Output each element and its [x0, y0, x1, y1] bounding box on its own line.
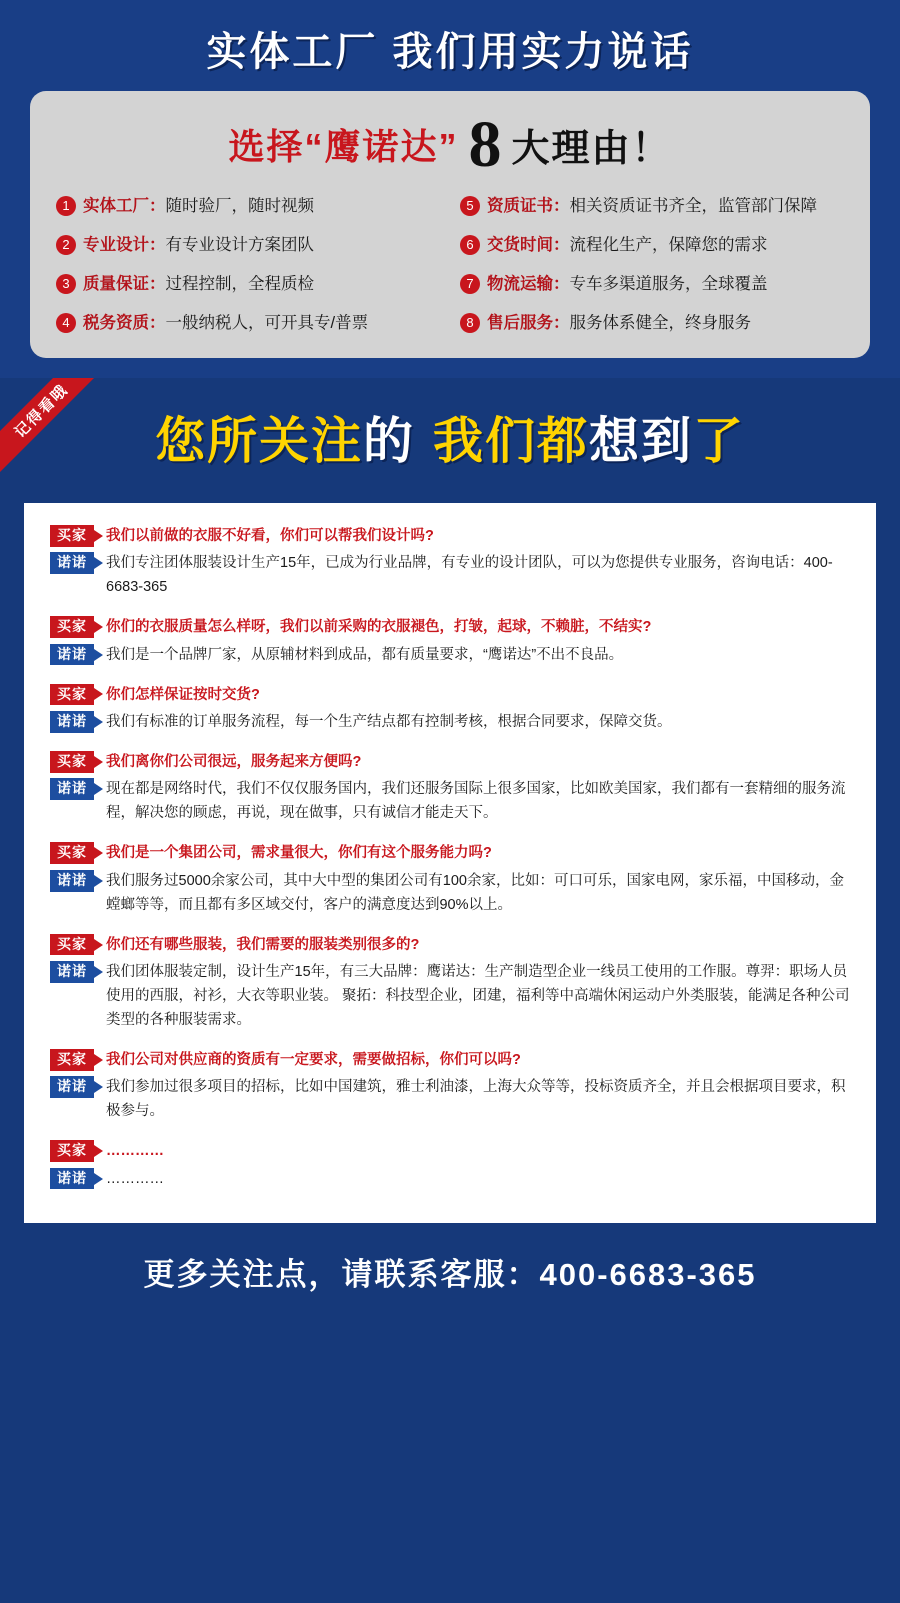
reason-title: 税务资质：	[83, 314, 166, 333]
reason-number: 6	[460, 235, 480, 255]
reason-item	[56, 270, 440, 295]
buyer-tag: 买家	[50, 751, 94, 773]
reason-desc: 流程化生产，保障您的需求	[569, 236, 768, 255]
faq-question-line	[50, 934, 850, 956]
faq-answer-line	[50, 644, 850, 668]
faq-question-line	[50, 1049, 850, 1071]
faq-card	[24, 503, 876, 1223]
faq-answer-line	[50, 961, 850, 1033]
middle-title-part-2: 的	[363, 413, 415, 470]
faq-answer-line	[50, 552, 850, 600]
reason-item	[56, 231, 440, 256]
faq-item	[50, 684, 850, 735]
reasons-heading-number: 8	[468, 108, 502, 181]
faq-item	[50, 934, 850, 1033]
faq-question: 我们以前做的衣服不好看，你们可以帮我们设计吗?	[106, 527, 434, 544]
faq-answer-line	[50, 778, 850, 826]
buyer-tag: 买家	[50, 842, 94, 864]
reason-title: 质量保证：	[83, 275, 166, 294]
faq-item	[50, 1049, 850, 1124]
reason-number: 1	[56, 196, 76, 216]
reason-desc: 一般纳税人，可开具专/普票	[165, 314, 369, 333]
middle-title-part-5: 了	[693, 413, 745, 470]
rep-tag: 诺诺	[50, 644, 94, 666]
faq-question-line	[50, 684, 850, 706]
faq-answer: 现在都是网络时代，我们不仅仅服务国内，我们还服务国际上很多国家，比如欧美国家，我们都有一套精细的服务流程，解决您的顾虑，再说，现在做事，只有诚信才能走天下。	[106, 781, 846, 822]
reason-number: 8	[460, 313, 480, 333]
faq-item	[50, 525, 850, 600]
faq-answer: 我们有标准的订单服务流程，每一个生产结点都有控制考核，根据合同要求，保障交货。	[106, 714, 672, 731]
buyer-tag: 买家	[50, 934, 94, 956]
faq-answer-line	[50, 870, 850, 918]
faq-item	[50, 616, 850, 667]
reason-title: 物流运输：	[487, 275, 570, 294]
reason-title: 资质证书：	[487, 197, 570, 216]
reason-item	[460, 231, 844, 256]
faq-item	[50, 1140, 850, 1191]
faq-question: …………	[106, 1143, 164, 1160]
reason-desc: 专车多渠道服务，全球覆盖	[569, 275, 768, 294]
faq-answer: 我们服务过5000余家公司，其中大中型的集团公司有100余家，比如：可口可乐，国家电网，家乐福，中国移动，金螳螂等等，而且都有多区域交付，客户的满意度达到90%以上。	[106, 872, 844, 913]
reason-number: 5	[460, 196, 480, 216]
faq-answer: 我们团体服装定制，设计生产15年，有三大品牌：鹰诺达：生产制造型企业一线员工使用的工作服。尊羿：职场人员使用的西服，衬衫，大衣等职业装。 聚拓：科技型企业，团建，福利等中高端休闲运动户外类服装，能满足各种公司类型的各种服装需求。	[106, 964, 850, 1028]
faq-answer: …………	[106, 1170, 164, 1187]
footer-contact: 更多关注点，请联系客服：400-6683-365	[143, 1256, 757, 1292]
rep-tag: 诺诺	[50, 778, 94, 800]
reasons-heading	[56, 108, 844, 192]
faq-question-line	[50, 842, 850, 864]
reason-item	[56, 309, 440, 334]
reason-item	[460, 270, 844, 295]
faq-question: 你们的衣服质量怎么样呀，我们以前采购的衣服褪色，打皱，起球，不赖脏，不结实?	[106, 619, 652, 636]
rep-tag: 诺诺	[50, 1168, 94, 1190]
reason-desc: 随时验厂，随时视频	[165, 197, 314, 216]
faq-question-line	[50, 616, 850, 638]
reason-number: 4	[56, 313, 76, 333]
rep-tag: 诺诺	[50, 1076, 94, 1098]
faq-question: 我们离你们公司很远，服务起来方便吗?	[106, 753, 362, 770]
reasons-heading-black: 大理由！	[511, 128, 672, 171]
faq-question-line	[50, 1140, 850, 1162]
reason-number: 7	[460, 274, 480, 294]
reason-item	[460, 192, 844, 217]
reasons-box	[30, 91, 870, 358]
reason-title: 实体工厂：	[83, 197, 166, 216]
faq-answer: 我们参加过很多项目的招标，比如中国建筑，雅士利油漆，上海大众等等，投标资质齐全，并且会根据项目要求，积极参与。	[106, 1079, 846, 1120]
buyer-tag: 买家	[50, 1140, 94, 1162]
reason-number: 3	[56, 274, 76, 294]
middle-title-part-3: 我们都	[433, 413, 589, 470]
reason-desc: 相关资质证书齐全，监管部门保障	[569, 197, 817, 216]
corner-ribbon: 记得看哦	[0, 378, 104, 474]
faq-answer-line	[50, 1076, 850, 1124]
reason-desc: 有专业设计方案团队	[165, 236, 314, 255]
faq-answer-line	[50, 711, 850, 735]
faq-item	[50, 751, 850, 826]
buyer-tag: 买家	[50, 525, 94, 547]
reasons-grid	[56, 192, 844, 334]
reasons-heading-red: 选择“鹰诺达”	[228, 126, 459, 168]
reason-desc: 过程控制，全程质检	[165, 275, 314, 294]
faq-question: 我们是一个集团公司，需求量很大，你们有这个服务能力吗?	[106, 845, 492, 862]
reason-number: 2	[56, 235, 76, 255]
faq-question: 你们怎样保证按时交货?	[106, 686, 260, 703]
reason-desc: 服务体系健全，终身服务	[569, 314, 751, 333]
buyer-tag: 买家	[50, 1049, 94, 1071]
faq-answer: 我们是一个品牌厂家，从原辅材料到成品，都有质量要求，“鹰诺达”不出不良品。	[106, 646, 624, 663]
buyer-tag: 买家	[50, 684, 94, 706]
top-section	[0, 0, 900, 378]
faq-question-line	[50, 525, 850, 547]
rep-tag: 诺诺	[50, 961, 94, 983]
faq-answer: 我们专注团体服装设计生产15年，已成为行业品牌，有专业的设计团队，可以为您提供专业服务，咨询电话：400-6683-365	[106, 555, 833, 596]
rep-tag: 诺诺	[50, 711, 94, 733]
faq-answer-line	[50, 1168, 850, 1192]
reason-title: 售后服务：	[487, 314, 570, 333]
rep-tag: 诺诺	[50, 870, 94, 892]
faq-question: 你们还有哪些服装，我们需要的服装类别很多的?	[106, 936, 420, 953]
faq-question-line	[50, 751, 850, 773]
faq-item	[50, 842, 850, 917]
middle-title-part-1: 您所关注	[155, 413, 363, 470]
buyer-tag: 买家	[50, 616, 94, 638]
reason-title: 交货时间：	[487, 236, 570, 255]
middle-title	[0, 400, 900, 487]
middle-title-part-4: 想到	[589, 413, 693, 470]
reason-title: 专业设计：	[83, 236, 166, 255]
rep-tag: 诺诺	[50, 552, 94, 574]
reason-item	[56, 192, 440, 217]
middle-banner	[0, 378, 900, 495]
faq-question: 我们公司对供应商的资质有一定要求，需要做招标，你们可以吗?	[106, 1051, 521, 1068]
reason-item	[460, 309, 844, 334]
page-title: 实体工厂 我们用实力说话	[206, 30, 694, 74]
